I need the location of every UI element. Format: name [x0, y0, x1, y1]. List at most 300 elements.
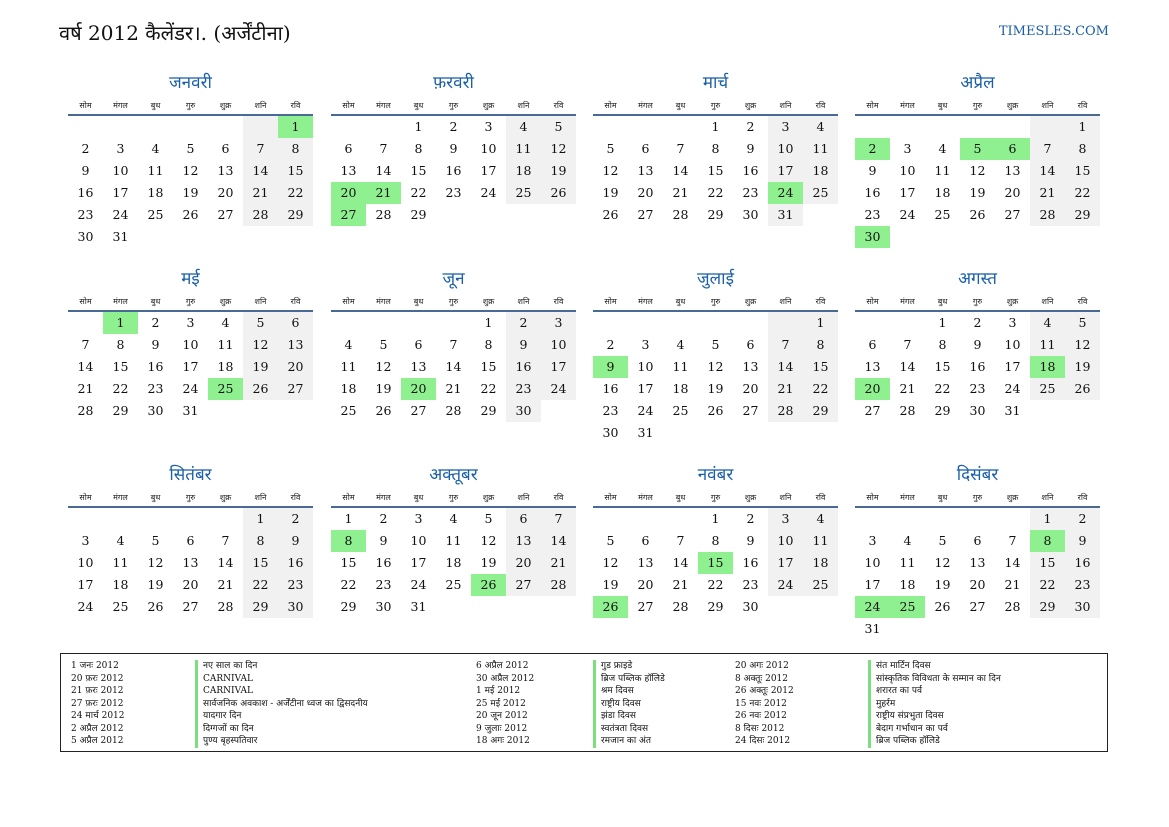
day-cell[interactable]: 2 — [151, 315, 160, 330]
day-cell[interactable]: 27 — [1004, 207, 1021, 222]
day-cell[interactable]: 23 — [969, 381, 986, 396]
day-cell[interactable]: 8 — [711, 533, 720, 548]
holiday-day-cell[interactable]: 6 — [995, 138, 1030, 160]
day-cell[interactable]: 29 — [707, 207, 724, 222]
day-cell[interactable]: 31 — [182, 403, 199, 418]
day-cell[interactable]: 9 — [746, 141, 755, 156]
day-cell[interactable]: 16 — [506, 356, 541, 378]
day-cell[interactable]: 18 — [803, 552, 838, 574]
day-cell[interactable]: 10 — [1004, 337, 1021, 352]
day-cell[interactable]: 7 — [541, 508, 576, 530]
day-cell[interactable]: 4 — [938, 141, 947, 156]
day-cell[interactable]: 16 — [445, 163, 462, 178]
day-cell[interactable]: 26 — [541, 182, 576, 204]
day-cell[interactable]: 19 — [969, 185, 986, 200]
day-cell[interactable]: 1 — [414, 119, 423, 134]
day-cell[interactable]: 1 — [1065, 116, 1100, 138]
day-cell[interactable]: 2 — [746, 119, 755, 134]
day-cell[interactable]: 13 — [182, 555, 199, 570]
day-cell[interactable]: 18 — [147, 185, 164, 200]
day-cell[interactable]: 25 — [672, 403, 689, 418]
day-cell[interactable]: 18 — [672, 381, 689, 396]
day-cell[interactable]: 18 — [340, 381, 357, 396]
day-cell[interactable]: 28 — [672, 207, 689, 222]
day-cell[interactable]: 25 — [803, 182, 838, 204]
day-cell[interactable]: 11 — [217, 337, 234, 352]
day-cell[interactable]: 27 — [182, 599, 199, 614]
day-cell[interactable]: 30 — [278, 596, 313, 618]
day-cell[interactable]: 21 — [445, 381, 462, 396]
day-cell[interactable]: 28 — [672, 599, 689, 614]
day-cell[interactable]: 22 — [707, 577, 724, 592]
day-cell[interactable]: 25 — [340, 403, 357, 418]
day-cell[interactable]: 24 — [182, 381, 199, 396]
day-cell[interactable]: 20 — [217, 185, 234, 200]
holiday-day-cell[interactable]: 9 — [593, 356, 628, 378]
day-cell[interactable]: 1 — [484, 315, 493, 330]
day-cell[interactable]: 13 — [637, 555, 654, 570]
day-cell[interactable]: 7 — [379, 141, 388, 156]
day-cell[interactable]: 25 — [1030, 378, 1065, 400]
holiday-day-cell[interactable]: 30 — [855, 226, 890, 248]
day-cell[interactable]: 29 — [243, 596, 278, 618]
day-cell[interactable]: 21 — [77, 381, 94, 396]
day-cell[interactable]: 24 — [410, 577, 427, 592]
day-cell[interactable]: 10 — [541, 334, 576, 356]
day-cell[interactable]: 27 — [969, 599, 986, 614]
day-cell[interactable]: 8 — [938, 337, 947, 352]
day-cell[interactable]: 14 — [1004, 555, 1021, 570]
day-cell[interactable]: 14 — [541, 530, 576, 552]
day-cell[interactable]: 25 — [112, 599, 129, 614]
day-cell[interactable]: 25 — [506, 182, 541, 204]
day-cell[interactable]: 15 — [480, 359, 497, 374]
day-cell[interactable]: 16 — [602, 381, 619, 396]
day-cell[interactable]: 27 — [217, 207, 234, 222]
day-cell[interactable]: 7 — [1030, 138, 1065, 160]
day-cell[interactable]: 23 — [602, 403, 619, 418]
day-cell[interactable]: 28 — [768, 400, 803, 422]
day-cell[interactable]: 16 — [278, 552, 313, 574]
day-cell[interactable]: 10 — [864, 555, 881, 570]
day-cell[interactable]: 9 — [506, 334, 541, 356]
day-cell[interactable]: 21 — [217, 577, 234, 592]
day-cell[interactable]: 22 — [934, 381, 951, 396]
day-cell[interactable]: 26 — [1065, 378, 1100, 400]
day-cell[interactable]: 7 — [221, 533, 230, 548]
day-cell[interactable]: 14 — [1030, 160, 1065, 182]
holiday-day-cell[interactable]: 1 — [278, 116, 313, 138]
day-cell[interactable]: 29 — [934, 403, 951, 418]
day-cell[interactable]: 17 — [541, 356, 576, 378]
day-cell[interactable]: 12 — [707, 359, 724, 374]
day-cell[interactable]: 28 — [243, 204, 278, 226]
day-cell[interactable]: 6 — [344, 141, 353, 156]
day-cell[interactable]: 9 — [151, 337, 160, 352]
day-cell[interactable]: 29 — [1065, 204, 1100, 226]
day-cell[interactable]: 3 — [186, 315, 195, 330]
day-cell[interactable]: 4 — [803, 116, 838, 138]
day-cell[interactable]: 12 — [602, 163, 619, 178]
day-cell[interactable]: 20 — [182, 577, 199, 592]
day-cell[interactable]: 11 — [112, 555, 129, 570]
day-cell[interactable]: 16 — [375, 555, 392, 570]
day-cell[interactable]: 4 — [1030, 312, 1065, 334]
day-cell[interactable]: 13 — [278, 334, 313, 356]
day-cell[interactable]: 20 — [742, 381, 759, 396]
day-cell[interactable]: 14 — [243, 160, 278, 182]
day-cell[interactable]: 16 — [77, 185, 94, 200]
day-cell[interactable]: 23 — [1065, 574, 1100, 596]
day-cell[interactable]: 17 — [480, 163, 497, 178]
day-cell[interactable]: 29 — [112, 403, 129, 418]
day-cell[interactable]: 9 — [278, 530, 313, 552]
day-cell[interactable]: 31 — [768, 204, 803, 226]
day-cell[interactable]: 12 — [1065, 334, 1100, 356]
day-cell[interactable]: 11 — [803, 530, 838, 552]
holiday-day-cell[interactable]: 18 — [1030, 356, 1065, 378]
day-cell[interactable]: 28 — [217, 599, 234, 614]
day-cell[interactable]: 6 — [186, 533, 195, 548]
day-cell[interactable]: 7 — [81, 337, 90, 352]
holiday-day-cell[interactable]: 8 — [1030, 530, 1065, 552]
day-cell[interactable]: 28 — [445, 403, 462, 418]
day-cell[interactable]: 4 — [449, 511, 458, 526]
day-cell[interactable]: 27 — [506, 574, 541, 596]
day-cell[interactable]: 24 — [77, 599, 94, 614]
day-cell[interactable]: 22 — [1030, 574, 1065, 596]
day-cell[interactable]: 25 — [445, 577, 462, 592]
day-cell[interactable]: 4 — [803, 508, 838, 530]
day-cell[interactable]: 16 — [864, 185, 881, 200]
day-cell[interactable]: 15 — [934, 359, 951, 374]
day-cell[interactable]: 21 — [899, 381, 916, 396]
day-cell[interactable]: 4 — [344, 337, 353, 352]
day-cell[interactable]: 2 — [746, 511, 755, 526]
day-cell[interactable]: 21 — [672, 577, 689, 592]
day-cell[interactable]: 7 — [676, 141, 685, 156]
day-cell[interactable]: 2 — [973, 315, 982, 330]
day-cell[interactable]: 2 — [1065, 508, 1100, 530]
day-cell[interactable]: 30 — [742, 599, 759, 614]
day-cell[interactable]: 13 — [864, 359, 881, 374]
day-cell[interactable]: 12 — [375, 359, 392, 374]
day-cell[interactable]: 16 — [742, 163, 759, 178]
day-cell[interactable]: 3 — [116, 141, 125, 156]
day-cell[interactable]: 6 — [414, 337, 423, 352]
day-cell[interactable]: 22 — [1065, 182, 1100, 204]
day-cell[interactable]: 24 — [899, 207, 916, 222]
day-cell[interactable]: 6 — [278, 312, 313, 334]
day-cell[interactable]: 12 — [541, 138, 576, 160]
day-cell[interactable]: 5 — [938, 533, 947, 548]
day-cell[interactable]: 16 — [969, 359, 986, 374]
day-cell[interactable]: 4 — [506, 116, 541, 138]
day-cell[interactable]: 10 — [637, 359, 654, 374]
day-cell[interactable]: 10 — [768, 530, 803, 552]
day-cell[interactable]: 6 — [746, 337, 755, 352]
holiday-day-cell[interactable]: 20 — [855, 378, 890, 400]
day-cell[interactable]: 1 — [711, 119, 720, 134]
day-cell[interactable]: 29 — [1030, 596, 1065, 618]
day-cell[interactable]: 18 — [217, 359, 234, 374]
day-cell[interactable]: 20 — [637, 577, 654, 592]
day-cell[interactable]: 3 — [768, 508, 803, 530]
day-cell[interactable]: 18 — [445, 555, 462, 570]
holiday-day-cell[interactable]: 1 — [103, 312, 138, 334]
day-cell[interactable]: 23 — [506, 378, 541, 400]
day-cell[interactable]: 19 — [541, 160, 576, 182]
day-cell[interactable]: 29 — [707, 599, 724, 614]
day-cell[interactable]: 3 — [903, 141, 912, 156]
day-cell[interactable]: 6 — [506, 508, 541, 530]
day-cell[interactable]: 30 — [77, 229, 94, 244]
day-cell[interactable]: 10 — [182, 337, 199, 352]
day-cell[interactable]: 13 — [969, 555, 986, 570]
day-cell[interactable]: 22 — [707, 185, 724, 200]
holiday-day-cell[interactable]: 5 — [960, 138, 995, 160]
day-cell[interactable]: 27 — [637, 599, 654, 614]
day-cell[interactable]: 7 — [1008, 533, 1017, 548]
day-cell[interactable]: 3 — [541, 312, 576, 334]
day-cell[interactable]: 20 — [969, 577, 986, 592]
day-cell[interactable]: 9 — [973, 337, 982, 352]
day-cell[interactable]: 4 — [151, 141, 160, 156]
day-cell[interactable]: 27 — [278, 378, 313, 400]
day-cell[interactable]: 11 — [803, 138, 838, 160]
day-cell[interactable]: 21 — [541, 552, 576, 574]
day-cell[interactable]: 1 — [243, 508, 278, 530]
day-cell[interactable]: 9 — [81, 163, 90, 178]
day-cell[interactable]: 24 — [1004, 381, 1021, 396]
day-cell[interactable]: 21 — [1030, 182, 1065, 204]
day-cell[interactable]: 8 — [1065, 138, 1100, 160]
day-cell[interactable]: 14 — [217, 555, 234, 570]
day-cell[interactable]: 11 — [445, 533, 462, 548]
day-cell[interactable]: 8 — [278, 138, 313, 160]
day-cell[interactable]: 30 — [742, 207, 759, 222]
day-cell[interactable]: 23 — [864, 207, 881, 222]
day-cell[interactable]: 17 — [768, 552, 803, 574]
day-cell[interactable]: 20 — [1004, 185, 1021, 200]
day-cell[interactable]: 7 — [449, 337, 458, 352]
day-cell[interactable]: 3 — [484, 119, 493, 134]
day-cell[interactable]: 8 — [803, 334, 838, 356]
day-cell[interactable]: 3 — [414, 511, 423, 526]
day-cell[interactable]: 21 — [1004, 577, 1021, 592]
day-cell[interactable]: 7 — [768, 334, 803, 356]
day-cell[interactable]: 22 — [480, 381, 497, 396]
day-cell[interactable]: 12 — [602, 555, 619, 570]
day-cell[interactable]: 7 — [243, 138, 278, 160]
day-cell[interactable]: 29 — [803, 400, 838, 422]
day-cell[interactable]: 2 — [81, 141, 90, 156]
day-cell[interactable]: 5 — [606, 141, 615, 156]
day-cell[interactable]: 3 — [768, 116, 803, 138]
day-cell[interactable]: 22 — [278, 182, 313, 204]
day-cell[interactable]: 11 — [1030, 334, 1065, 356]
holiday-day-cell[interactable]: 27 — [331, 204, 366, 226]
day-cell[interactable]: 5 — [186, 141, 195, 156]
day-cell[interactable]: 13 — [637, 163, 654, 178]
day-cell[interactable]: 19 — [602, 577, 619, 592]
day-cell[interactable]: 16 — [742, 555, 759, 570]
day-cell[interactable]: 22 — [410, 185, 427, 200]
day-cell[interactable]: 19 — [480, 555, 497, 570]
day-cell[interactable]: 1 — [938, 315, 947, 330]
day-cell[interactable]: 23 — [147, 381, 164, 396]
day-cell[interactable]: 31 — [864, 621, 881, 636]
day-cell[interactable]: 29 — [480, 403, 497, 418]
day-cell[interactable]: 16 — [1065, 552, 1100, 574]
day-cell[interactable]: 5 — [1065, 312, 1100, 334]
holiday-day-cell[interactable]: 25 — [208, 378, 243, 400]
day-cell[interactable]: 3 — [81, 533, 90, 548]
day-cell[interactable]: 17 — [182, 359, 199, 374]
day-cell[interactable]: 5 — [243, 312, 278, 334]
day-cell[interactable]: 2 — [449, 119, 458, 134]
holiday-day-cell[interactable]: 20 — [331, 182, 366, 204]
holiday-day-cell[interactable]: 25 — [890, 596, 925, 618]
day-cell[interactable]: 15 — [112, 359, 129, 374]
day-cell[interactable]: 17 — [1004, 359, 1021, 374]
day-cell[interactable]: 8 — [484, 337, 493, 352]
day-cell[interactable]: 23 — [77, 207, 94, 222]
day-cell[interactable]: 17 — [768, 160, 803, 182]
day-cell[interactable]: 18 — [899, 577, 916, 592]
day-cell[interactable]: 26 — [969, 207, 986, 222]
day-cell[interactable]: 26 — [602, 207, 619, 222]
day-cell[interactable]: 5 — [379, 337, 388, 352]
day-cell[interactable]: 15 — [278, 160, 313, 182]
day-cell[interactable]: 29 — [278, 204, 313, 226]
day-cell[interactable]: 23 — [742, 577, 759, 592]
day-cell[interactable]: 31 — [637, 425, 654, 440]
day-cell[interactable]: 12 — [969, 163, 986, 178]
day-cell[interactable]: 1 — [711, 511, 720, 526]
day-cell[interactable]: 19 — [707, 381, 724, 396]
day-cell[interactable]: 21 — [243, 182, 278, 204]
day-cell[interactable]: 31 — [410, 599, 427, 614]
day-cell[interactable]: 13 — [340, 163, 357, 178]
day-cell[interactable]: 25 — [934, 207, 951, 222]
day-cell[interactable]: 5 — [711, 337, 720, 352]
day-cell[interactable]: 4 — [903, 533, 912, 548]
day-cell[interactable]: 17 — [112, 185, 129, 200]
day-cell[interactable]: 15 — [803, 356, 838, 378]
day-cell[interactable]: 5 — [484, 511, 493, 526]
day-cell[interactable]: 28 — [541, 574, 576, 596]
day-cell[interactable]: 12 — [243, 334, 278, 356]
day-cell[interactable]: 30 — [506, 400, 541, 422]
day-cell[interactable]: 28 — [375, 207, 392, 222]
day-cell[interactable]: 29 — [410, 207, 427, 222]
day-cell[interactable]: 6 — [868, 337, 877, 352]
day-cell[interactable]: 3 — [868, 533, 877, 548]
day-cell[interactable]: 8 — [116, 337, 125, 352]
day-cell[interactable]: 14 — [899, 359, 916, 374]
day-cell[interactable]: 17 — [77, 577, 94, 592]
day-cell[interactable]: 28 — [899, 403, 916, 418]
day-cell[interactable]: 30 — [147, 403, 164, 418]
holiday-day-cell[interactable]: 2 — [855, 138, 890, 160]
day-cell[interactable]: 21 — [672, 185, 689, 200]
holiday-day-cell[interactable]: 20 — [401, 378, 436, 400]
day-cell[interactable]: 29 — [340, 599, 357, 614]
day-cell[interactable]: 13 — [742, 359, 759, 374]
day-cell[interactable]: 19 — [602, 185, 619, 200]
day-cell[interactable]: 30 — [1065, 596, 1100, 618]
day-cell[interactable]: 27 — [410, 403, 427, 418]
day-cell[interactable]: 11 — [899, 555, 916, 570]
day-cell[interactable]: 18 — [934, 185, 951, 200]
day-cell[interactable]: 17 — [899, 185, 916, 200]
day-cell[interactable]: 27 — [637, 207, 654, 222]
day-cell[interactable]: 6 — [641, 141, 650, 156]
day-cell[interactable]: 14 — [768, 356, 803, 378]
day-cell[interactable]: 2 — [606, 337, 615, 352]
day-cell[interactable]: 4 — [676, 337, 685, 352]
day-cell[interactable]: 23 — [375, 577, 392, 592]
day-cell[interactable]: 11 — [147, 163, 164, 178]
day-cell[interactable]: 8 — [243, 530, 278, 552]
day-cell[interactable]: 13 — [506, 530, 541, 552]
day-cell[interactable]: 12 — [147, 555, 164, 570]
day-cell[interactable]: 1 — [1030, 508, 1065, 530]
day-cell[interactable]: 27 — [864, 403, 881, 418]
day-cell[interactable]: 28 — [77, 403, 94, 418]
day-cell[interactable]: 9 — [379, 533, 388, 548]
day-cell[interactable]: 24 — [480, 185, 497, 200]
day-cell[interactable]: 5 — [541, 116, 576, 138]
day-cell[interactable]: 15 — [340, 555, 357, 570]
day-cell[interactable]: 21 — [768, 378, 803, 400]
day-cell[interactable]: 1 — [803, 312, 838, 334]
day-cell[interactable]: 3 — [641, 337, 650, 352]
day-cell[interactable]: 26 — [707, 403, 724, 418]
day-cell[interactable]: 4 — [221, 315, 230, 330]
day-cell[interactable]: 18 — [803, 160, 838, 182]
day-cell[interactable]: 22 — [243, 574, 278, 596]
day-cell[interactable]: 19 — [934, 577, 951, 592]
day-cell[interactable]: 31 — [1004, 403, 1021, 418]
day-cell[interactable]: 15 — [707, 163, 724, 178]
day-cell[interactable]: 24 — [768, 574, 803, 596]
day-cell[interactable]: 16 — [147, 359, 164, 374]
day-cell[interactable]: 26 — [243, 378, 278, 400]
day-cell[interactable]: 19 — [182, 185, 199, 200]
day-cell[interactable]: 10 — [480, 141, 497, 156]
day-cell[interactable]: 22 — [803, 378, 838, 400]
day-cell[interactable]: 30 — [602, 425, 619, 440]
day-cell[interactable]: 13 — [410, 359, 427, 374]
day-cell[interactable]: 9 — [449, 141, 458, 156]
day-cell[interactable]: 17 — [864, 577, 881, 592]
day-cell[interactable]: 10 — [899, 163, 916, 178]
day-cell[interactable]: 15 — [1065, 160, 1100, 182]
day-cell[interactable]: 9 — [1065, 530, 1100, 552]
day-cell[interactable]: 8 — [711, 141, 720, 156]
day-cell[interactable]: 10 — [768, 138, 803, 160]
day-cell[interactable]: 13 — [1004, 163, 1021, 178]
day-cell[interactable]: 23 — [445, 185, 462, 200]
day-cell[interactable]: 31 — [112, 229, 129, 244]
day-cell[interactable]: 15 — [243, 552, 278, 574]
day-cell[interactable]: 28 — [1004, 599, 1021, 614]
day-cell[interactable]: 2 — [506, 312, 541, 334]
day-cell[interactable]: 14 — [375, 163, 392, 178]
day-cell[interactable]: 24 — [112, 207, 129, 222]
